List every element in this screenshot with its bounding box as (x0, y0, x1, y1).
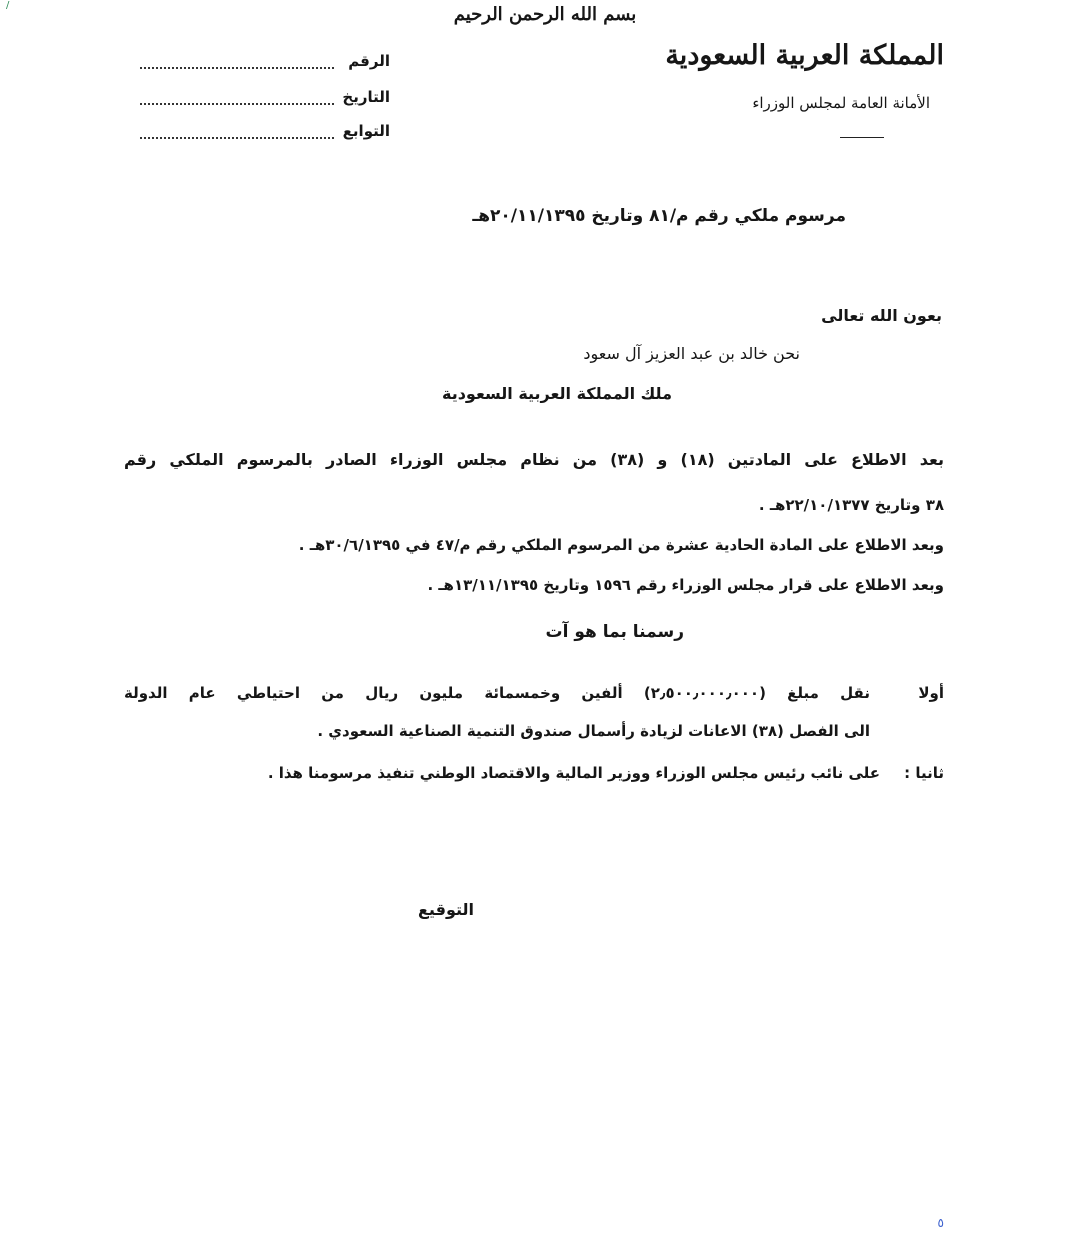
page-number: ٥ (937, 1216, 944, 1230)
attachments-field (140, 122, 390, 146)
item-second-text: على نائب رئيس مجلس الوزراء ووزير المالية والاقتصاد الوطني تنفيذ مرسومنا هذا . (267, 764, 880, 782)
item-second-label: ثانيا : (904, 764, 944, 782)
number-dotted-line (140, 67, 334, 69)
preamble-paragraph-1: بعد الاطلاع على المادتين (١٨) و (٣٨) من نظام مجلس الوزراء الصادر بالمرسوم الملكي رقم (124, 450, 944, 469)
item-first-line-2: الى الفصل (٣٨) الاعانات لزيادة رأسمال صندوق التنمية الصناعية السعودي . (317, 722, 870, 740)
secretariat-letterhead: الأمانة العامة لمجلس الوزراء (752, 94, 930, 112)
king-title-line: ملك المملكة العربية السعودية (441, 384, 672, 403)
king-name-line: نحن خالد بن عبد العزيز آل سعود (583, 344, 800, 363)
item-first-line-1: نقل مبلغ (٢٫٥٠٠٫٠٠٠٫٠٠٠) ألفين وخمسمائة مليون ريال من احتياطي عام الدولة (124, 684, 870, 702)
resolution-statement: رسمنا بما هو آت (545, 622, 684, 642)
preamble-paragraph-1-continuation: ٣٨ وتاريخ ٢٢/١٠/١٣٧٧هـ . (758, 496, 944, 514)
signature-label: التوقيع (418, 900, 474, 919)
preamble-paragraph-3: وبعد الاطلاع على قرار مجلس الوزراء رقم ١٥٩٦ وتاريخ ١٣/١١/١٣٩٥هـ . (427, 576, 944, 594)
date-field (140, 88, 390, 112)
number-field (140, 52, 390, 76)
basmala-heading: بسم الله الرحمن الرحيم (453, 4, 637, 25)
opening-invocation: بعون الله تعالى (821, 306, 942, 325)
date-label: التاريخ (342, 88, 390, 106)
attachments-label: التوابع (342, 122, 390, 140)
date-dotted-line (140, 103, 334, 105)
letterhead-divider (840, 137, 884, 138)
number-label: الرقم (348, 52, 390, 70)
attachments-dotted-line (140, 137, 334, 139)
kingdom-letterhead: المملكة العربية السعودية (665, 40, 944, 71)
corner-mark: / (6, 0, 10, 11)
decree-number-line: مرسوم ملكي رقم م/٨١ وتاريخ ٢٠/١١/١٣٩٥هـ (472, 206, 846, 226)
item-first-label: أولا (918, 684, 944, 702)
preamble-paragraph-2: وبعد الاطلاع على المادة الحادية عشرة من المرسوم الملكي رقم م/٤٧ في ٣٠/٦/١٣٩٥هـ . (298, 536, 944, 554)
